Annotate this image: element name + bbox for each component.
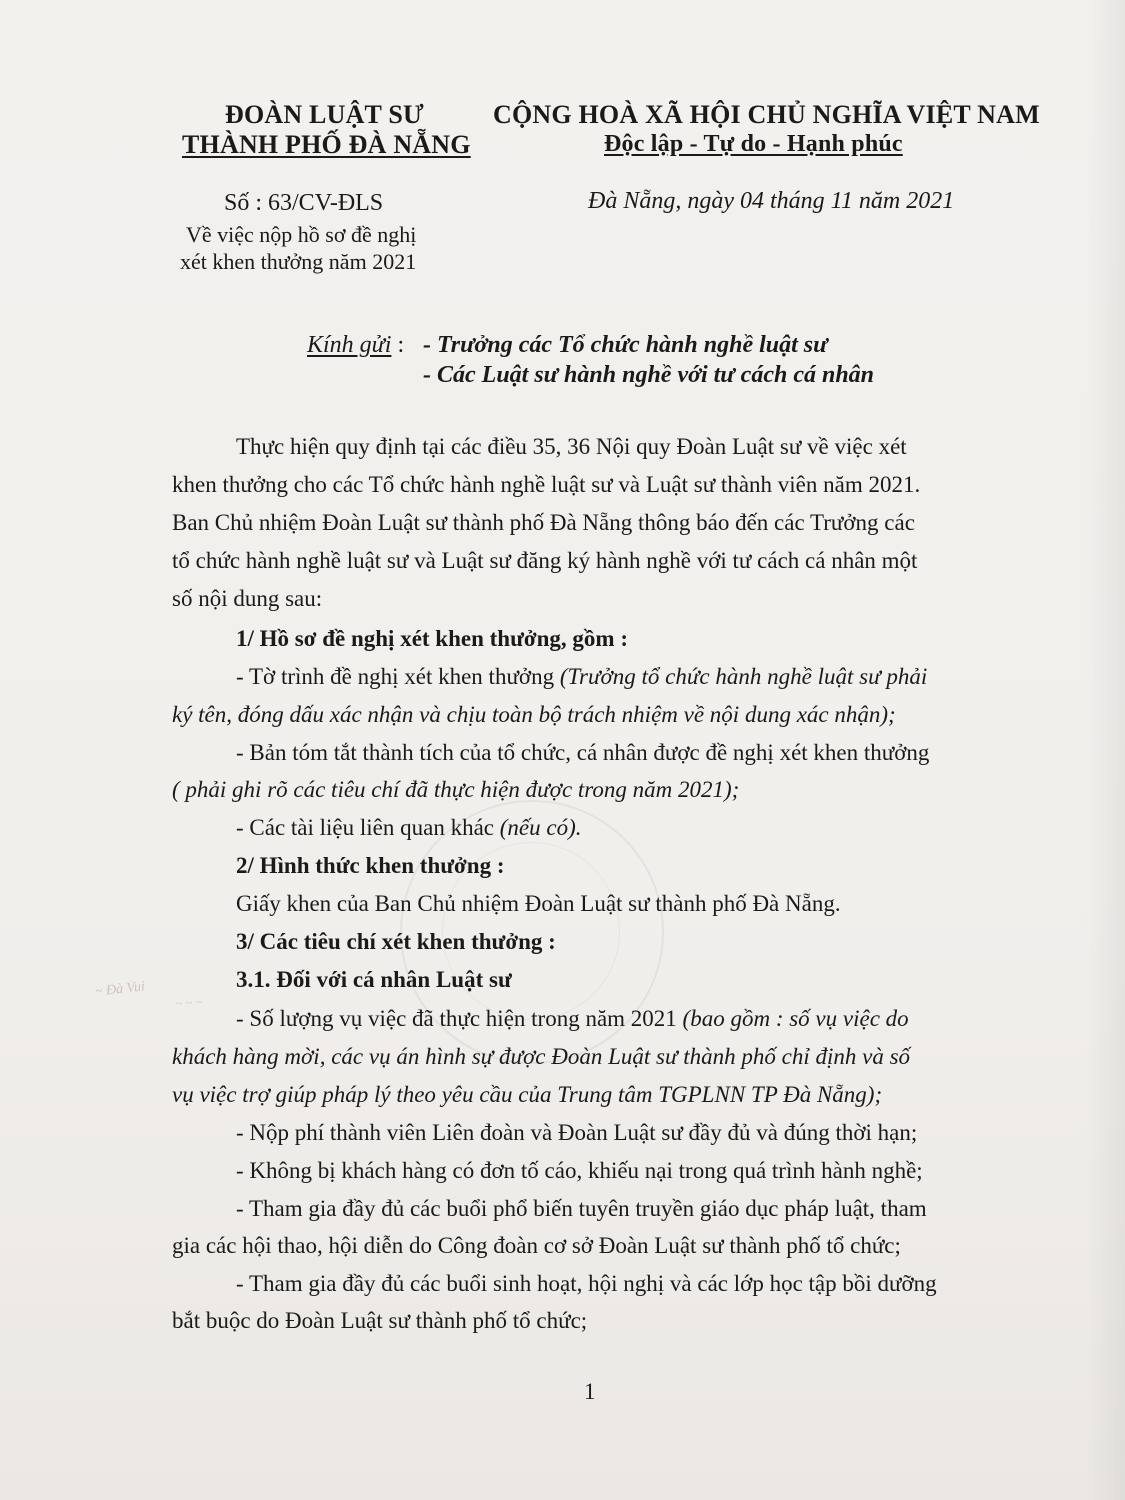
section-2-text: Giấy khen của Ban Chủ nhiệm Đoàn Luật sư thành phố Đà Nẵng. xyxy=(236,891,841,916)
criterion-5: - Tham gia đầy đủ các buổi sinh hoạt, hội nghị và các lớp học tập bồi dưỡng xyxy=(236,1271,937,1296)
section-1-item-3-note: (nếu có). xyxy=(499,815,582,840)
recipient-2: - Các Luật sư hành nghề với tư cách cá nhân xyxy=(423,362,875,388)
nation-motto: Độc lập - Tự do - Hạnh phúc xyxy=(604,131,903,157)
page-number: 1 xyxy=(584,1379,596,1404)
criterion-2: - Nộp phí thành viên Liên đoàn và Đoàn Luật sư đầy đủ và đúng thời hạn; xyxy=(236,1120,918,1145)
subject-line1: Về việc nộp hồ sơ đề nghị xyxy=(186,222,417,247)
section-1-item-2: - Bản tóm tắt thành tích của tổ chức, cá nhân được đề nghị xét khen thưởng xyxy=(236,740,930,765)
section-1-item-1-text: - Tờ trình đề nghị xét khen thưởng xyxy=(236,664,560,689)
intro-line-3: Ban Chủ nhiệm Đoàn Luật sư thành phố Đà Nẵng thông báo đến các Trưởng các xyxy=(172,510,915,535)
criterion-4: - Tham gia đầy đủ các buổi phổ biến tuyên truyền giáo dục pháp luật, tham xyxy=(236,1196,927,1221)
section-1-item-3 xyxy=(236,815,1086,841)
faint-handwriting-2: ~ ~ ~ xyxy=(174,994,204,1011)
section-1-item-2-note: ( phải ghi rõ các tiêu chí đã thực hiện được trong năm 2021); xyxy=(172,777,740,802)
recipient-label-wrap xyxy=(307,332,404,359)
section-2-heading: 2/ Hình thức khen thưởng : xyxy=(236,853,505,878)
section-3-heading: 3/ Các tiêu chí xét khen thưởng : xyxy=(236,929,556,954)
section-1-item-1-note-cont: ký tên, đóng dấu xác nhận và chịu toàn bộ trách nhiệm về nội dung xác nhận); xyxy=(172,702,896,727)
section-1-item-1-note: (Trưởng tổ chức hành nghề luật sư phải xyxy=(559,664,928,689)
recipient-colon: : xyxy=(391,332,405,358)
criterion-1 xyxy=(236,1006,1022,1032)
org-name-line1: ĐOÀN LUẬT SƯ xyxy=(225,100,424,129)
org-name-line2: THÀNH PHỐ ĐÀ NẴNG xyxy=(182,130,471,159)
section-1-item-3-text: - Các tài liệu liên quan khác xyxy=(236,815,500,840)
page-shadow xyxy=(1085,0,1125,1500)
criterion-1-note-cont-2: vụ việc trợ giúp pháp lý theo yêu cầu của Trung tâm TGPLNN TP Đà Nẵng); xyxy=(172,1082,883,1107)
document-number: Số : 63/CV-ĐLS xyxy=(224,190,384,216)
criterion-1-note-cont-1: khách hàng mời, các vụ án hình sự được Đoàn Luật sư thành phố chỉ định và số xyxy=(172,1044,911,1069)
recipient-label: Kính gửi xyxy=(307,332,392,358)
section-1-heading: 1/ Hồ sơ đề nghị xét khen thưởng, gồm : xyxy=(236,626,628,651)
criterion-3: - Không bị khách hàng có đơn tố cáo, khiếu nại trong quá trình hành nghề; xyxy=(236,1158,923,1183)
recipient-1: - Trưởng các Tổ chức hành nghề luật sư xyxy=(423,332,828,358)
intro-line-5: số nội dung sau: xyxy=(172,586,323,611)
nation-title: CỘNG HOÀ XÃ HỘI CHỦ NGHĨA VIỆT NAM xyxy=(493,100,1040,129)
criterion-1-text: - Số lượng vụ việc đã thực hiện trong năm 2021 xyxy=(236,1006,683,1031)
intro-line-2: khen thưởng cho các Tổ chức hành nghề luật sư và Luật sư thành viên năm 2021. xyxy=(172,472,921,497)
criterion-5-cont: bắt buộc do Đoàn Luật sư thành phố tổ chức; xyxy=(172,1308,588,1333)
faint-handwriting: ~ Đà Vui xyxy=(94,979,146,1000)
place-date: Đà Nẵng, ngày 04 tháng 11 năm 2021 xyxy=(588,188,955,214)
intro-line-1: Thực hiện quy định tại các điều 35, 36 Nội quy Đoàn Luật sư về việc xét xyxy=(236,434,907,459)
criterion-4-cont: gia các hội thao, hội diễn do Công đoàn cơ sở Đoàn Luật sư thành phố tổ chức; xyxy=(172,1233,901,1258)
section-3-1-heading: 3.1. Đối với cá nhân Luật sư xyxy=(236,967,512,992)
intro-line-4: tổ chức hành nghề luật sư và Luật sư đăng ký hành nghề với tư cách cá nhân một xyxy=(172,548,918,573)
subject-line2: xét khen thưởng năm 2021 xyxy=(180,249,417,274)
section-1-item-1 xyxy=(236,664,1022,690)
criterion-1-note: (bao gồm : số vụ việc do xyxy=(682,1006,909,1031)
